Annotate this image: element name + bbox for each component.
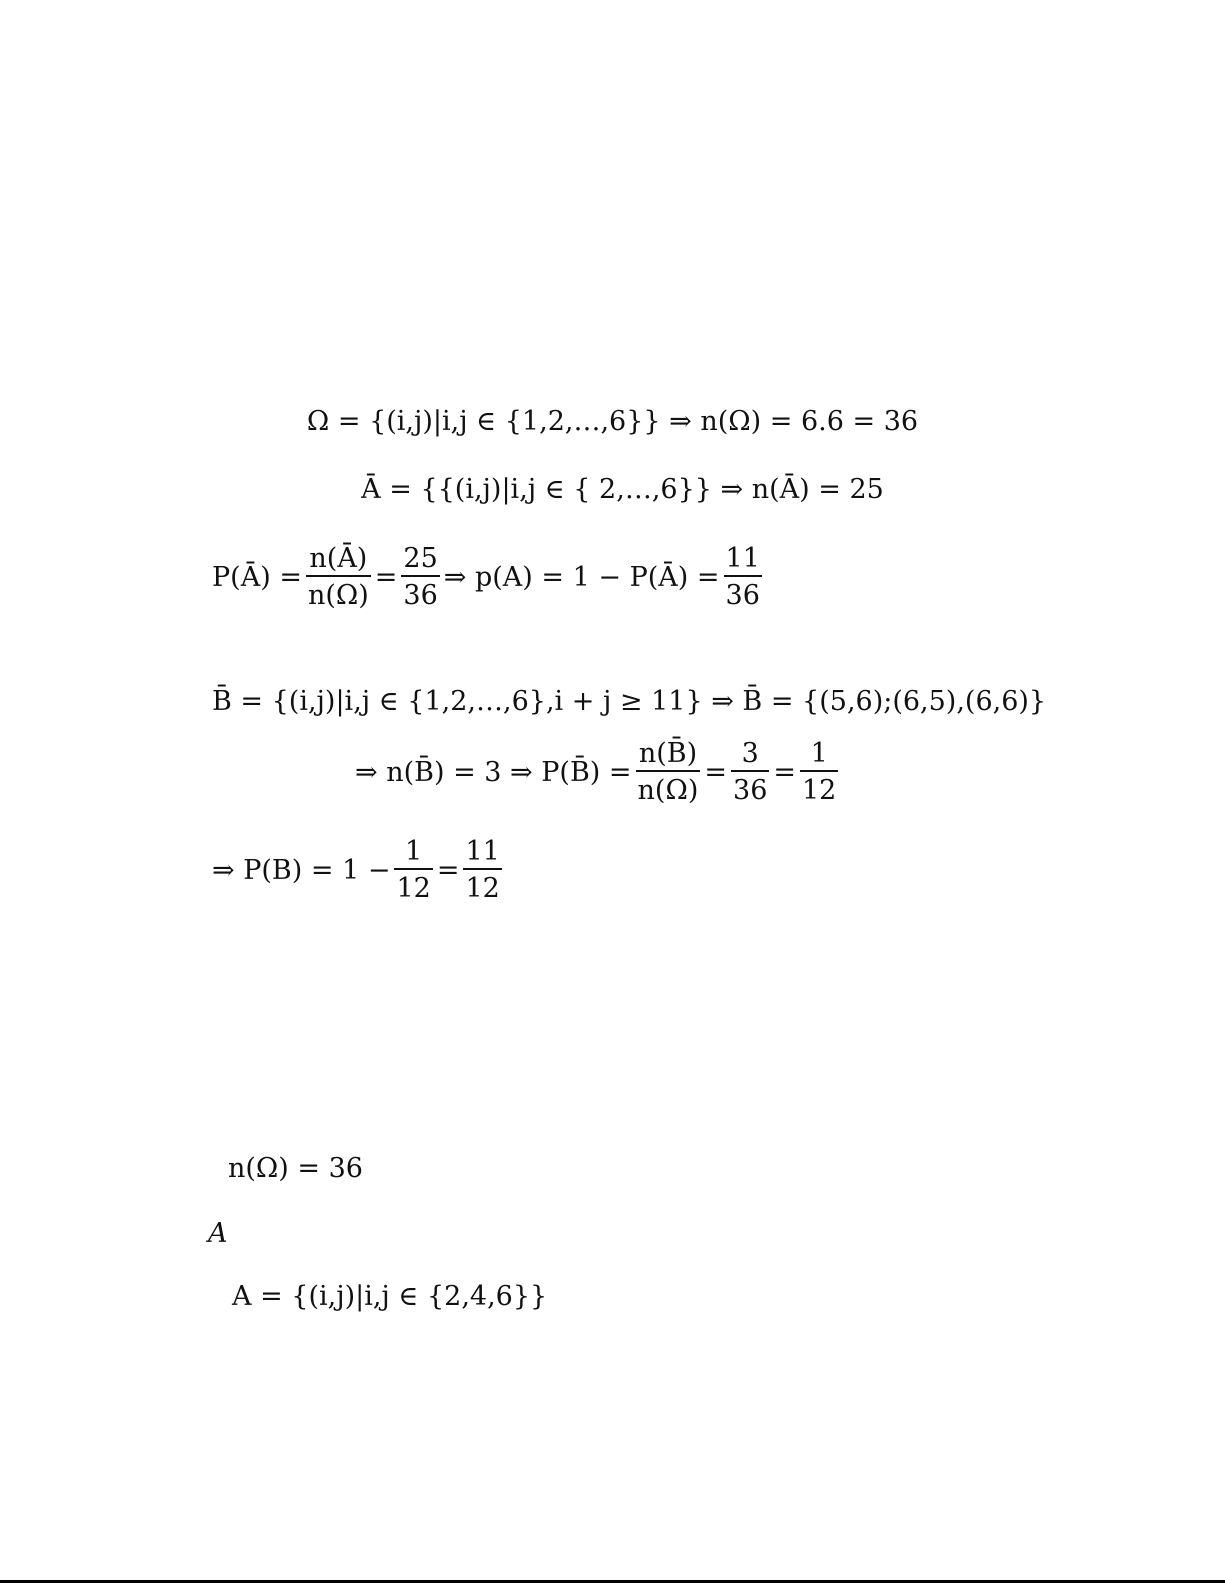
label-a-text: A [208, 1218, 228, 1249]
fraction-denominator: 12 [394, 868, 432, 902]
fraction-denominator: n(Ω) [636, 770, 701, 804]
label-a [208, 1220, 228, 1247]
equation-a-bar-text: Ā = {{(i,j)|i,j ∈ { 2,…,6}} ⇒ n(Ā) = 25 [361, 474, 884, 505]
fraction-3-over-36 [731, 740, 769, 804]
equals-sign: = [773, 756, 796, 788]
fraction-11-over-36 [724, 545, 762, 609]
fraction-numerator: n(B̄) [638, 738, 698, 769]
fraction-25-over-36 [401, 545, 439, 609]
equation-b-bar [212, 688, 1046, 715]
equals-sign: = [704, 756, 728, 788]
fraction-numerator: 11 [465, 836, 500, 867]
fraction-numerator: 25 [403, 543, 438, 574]
fraction-denominator: 36 [724, 575, 762, 609]
equals-sign: = [374, 561, 398, 593]
fraction-denominator: 36 [731, 770, 769, 804]
fraction-denominator: 12 [463, 868, 501, 902]
fraction-n-a-bar-over-n-omega [306, 545, 371, 609]
p-b-bar-lhs: ⇒ n(B̄) = 3 ⇒ P(B̄) = [355, 756, 632, 788]
fraction-denominator: 36 [401, 575, 439, 609]
fraction-1-over-12 [800, 740, 838, 804]
equals-sign: = [436, 854, 460, 886]
p-a-middle: ⇒ p(A) = 1 − P(Ā) = [443, 561, 720, 593]
equation-n-omega-text: n(Ω) = 36 [228, 1153, 363, 1184]
fraction-numerator: 1 [810, 738, 828, 769]
equation-a-set-text: A = {(i,j)|i,j ∈ {2,4,6}} [232, 1281, 548, 1312]
equation-a-bar [0, 476, 1225, 503]
fraction-1-over-12 [394, 838, 432, 902]
p-b-lhs: ⇒ P(B) = 1 − [212, 854, 391, 886]
equation-probability-b-bar [355, 740, 842, 804]
fraction-numerator: n(Ā) [309, 543, 368, 574]
fraction-denominator: 12 [800, 770, 838, 804]
fraction-11-over-12 [463, 838, 501, 902]
equation-omega [0, 408, 1225, 435]
p-a-lhs: P(Ā) = [212, 561, 302, 593]
equation-probability-b [212, 838, 506, 902]
fraction-denominator: n(Ω) [306, 575, 371, 609]
equation-probability-a [212, 545, 766, 609]
equation-a-set [232, 1283, 547, 1310]
fraction-numerator: 11 [725, 543, 760, 574]
equation-omega-text: Ω = {(i,j)|i,j ∈ {1,2,…,6}} ⇒ n(Ω) = 6.6 = 36 [306, 406, 919, 437]
fraction-n-b-bar-over-n-omega [636, 740, 701, 804]
fraction-numerator: 3 [741, 738, 759, 769]
page-bottom-border [0, 1580, 1225, 1583]
equation-b-bar-text: B̄ = {(i,j)|i,j ∈ {1,2,…,6},i + j ≥ 11} ⇒ B̄ = {(5,6);(6,5),(6,6)} [212, 686, 1047, 717]
equation-n-omega [228, 1155, 363, 1182]
fraction-numerator: 1 [405, 836, 423, 867]
